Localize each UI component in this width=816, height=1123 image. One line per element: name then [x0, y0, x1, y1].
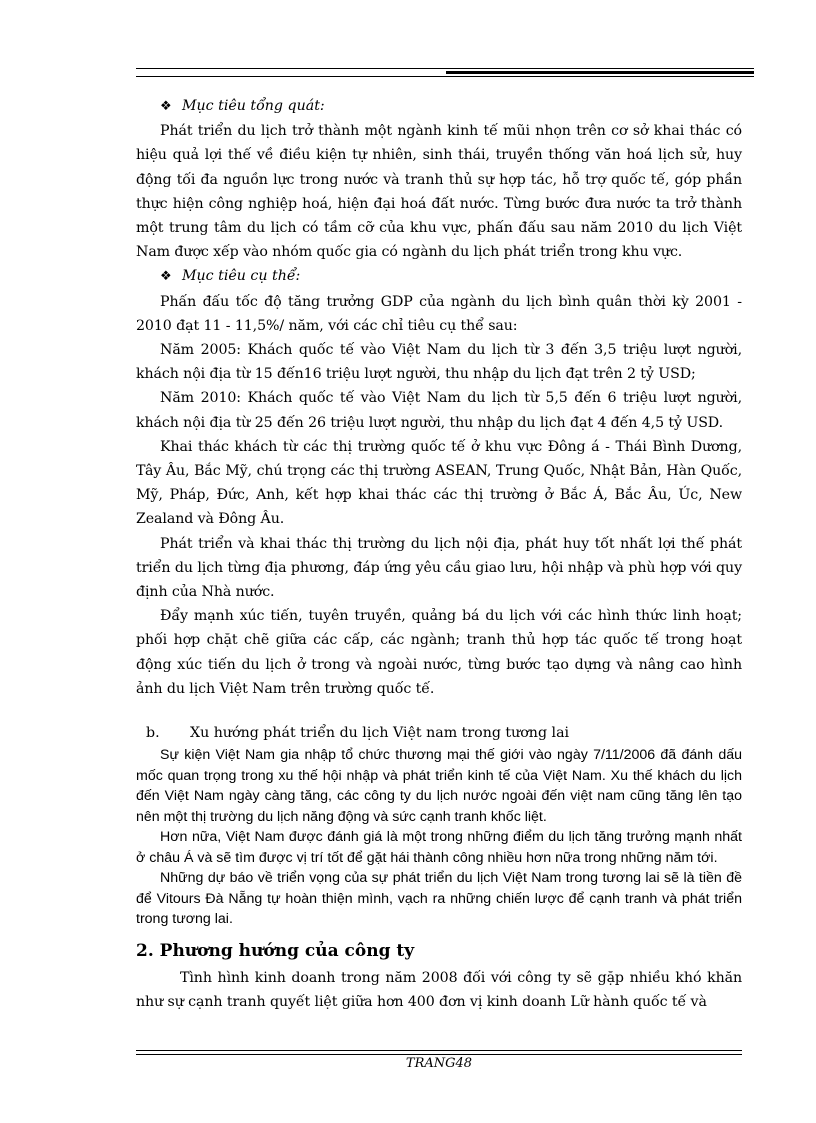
section-heading: 2. Phương hướng của công ty: [136, 940, 415, 961]
paragraph: Năm 2005: Khách quốc tế vào Việt Nam du lịch từ 3 đến 3,5 triệu lượt người, khách nội địa từ 15 đến16 triệu lượt người, thu nhập du lịch đạt trên 2 tỷ USD;: [136, 342, 742, 383]
bullet-specific-objective: [160, 264, 742, 289]
bullet-title: Mục tiêu tổng quát:: [182, 98, 325, 114]
document-body: [136, 94, 742, 1014]
footer-rule-bottom: [136, 1054, 742, 1055]
header-rule-bottom: [136, 76, 754, 77]
header-rule-thick: [446, 71, 754, 74]
paragraph: Khai thác khách từ các thị trường quốc tế ở khu vực Đông á - Thái Bình Dương, Tây Âu, Bắc Mỹ, chú trọng các thị trường ASEAN, Trung Quốc, Nhật Bản, Hàn Quốc, Mỹ, Pháp, Đức, Anh, kết hợp khai thác các thị trường ở Bắc Á, Bắc Âu, Úc, New Zealand và Đông Âu.: [136, 438, 742, 528]
header-rule-top: [136, 68, 754, 69]
footer-rule-top: [136, 1050, 742, 1051]
bullet-general-objective: [160, 94, 742, 119]
subsection-b-heading: [136, 721, 742, 745]
paragraph: Tình hình kinh doanh trong năm 2008 đối với công ty sẽ gặp nhiều khó khăn như sự cạnh tranh quyết liệt giữa hơn 400 đơn vị kinh doanh Lữ hành quốc tế và: [136, 969, 742, 1010]
paragraph: Phấn đấu tốc độ tăng trưởng GDP của ngành du lịch bình quân thời kỳ 2001 - 2010 đạt 11 - 11,5%/ năm, với các chỉ tiêu cụ thể sau:: [136, 293, 742, 334]
paragraph: Hơn nữa, Việt Nam được đánh giá là một trong những điểm du lịch tăng trưởng mạnh nhất ở châu Á và sẽ tìm được vị trí tốt để gặt hái thành công nhiều hơn nữa trong những năm tới.: [136, 829, 742, 866]
paragraph: Phát triển và khai thác thị trường du lịch nội địa, phát huy tốt nhất lợi thế phát triển du lịch từng địa phương, đáp ứng yêu cầu giao lưu, hội nhập và phù hợp với quy định của Nhà nước.: [136, 535, 742, 601]
paragraph: Năm 2010: Khách quốc tế vào Việt Nam du lịch từ 5,5 đến 6 triệu lượt người, khách nội địa từ 25 đến 26 triệu lượt người, thu nhập du lịch đạt 4 đến 4,5 tỷ USD.: [136, 390, 742, 431]
subsection-label: b.: [146, 725, 160, 742]
paragraph: Phát triển du lịch trở thành một ngành kinh tế mũi nhọn trên cơ sở khai thác có hiệu quả lợi thế về điều kiện tự nhiên, sinh thái, truyền thống văn hoá lịch sử, huy động tối đa nguồn lực trong nước và tranh thủ sự hợp tác, hỗ trợ quốc tế, góp phần thực hiện công nghiệp hoá, hiện đại hoá đất nước. Từng bước đưa nước ta trở thành một trung tâm du lịch có tầm cỡ của khu vực, phấn đấu sau năm 2010 du lịch Việt Nam được xếp vào nhóm quốc gia có ngành du lịch phát triển trong khu vực.: [136, 123, 742, 261]
subsection-title: Xu hướng phát triển du lịch Việt nam trong tương lai: [190, 725, 570, 742]
page-number: TRANG48: [405, 1056, 473, 1071]
paragraph: Những dự báo về triển vọng của sự phát triển du lịch Việt Nam trong tương lai sẽ là tiền đề để Vitours Đà Nẵng tự hoàn thiện mình, vạch ra những chiến lược để cạnh tranh và phát triển trong tương lai.: [136, 870, 742, 928]
diamond-bullet-icon: ❖: [160, 269, 172, 285]
bullet-title: Mục tiêu cụ thể:: [182, 268, 301, 285]
paragraph: Đẩy mạnh xúc tiến, tuyên truyền, quảng bá du lịch với các hình thức linh hoạt; phối hợp chặt chẽ giữa các cấp, các ngành; tranh thủ hợp tác quốc tế trong hoạt động xúc tiến du lịch ở trong và ngoài nước, từng bước tạo dựng và nâng cao hình ảnh du lịch Việt Nam trên trường quốc tế.: [136, 608, 742, 697]
paragraph: Sự kiện Việt Nam gia nhập tổ chức thương mại thế giới vào ngày 7/11/2006 đã đánh dấu mốc quan trọng trong xu thế hội nhập và phát triển kinh tế của Việt Nam. Xu thế khách du lịch đến Việt Nam ngày càng tăng, các công ty du lịch nước ngoài đến việt nam cũng tăng lên tạo nên một thị trường du lịch năng động và sức cạnh tranh khốc liệt.: [136, 747, 742, 825]
diamond-bullet-icon: ❖: [160, 99, 172, 114]
spacer: [136, 701, 742, 721]
